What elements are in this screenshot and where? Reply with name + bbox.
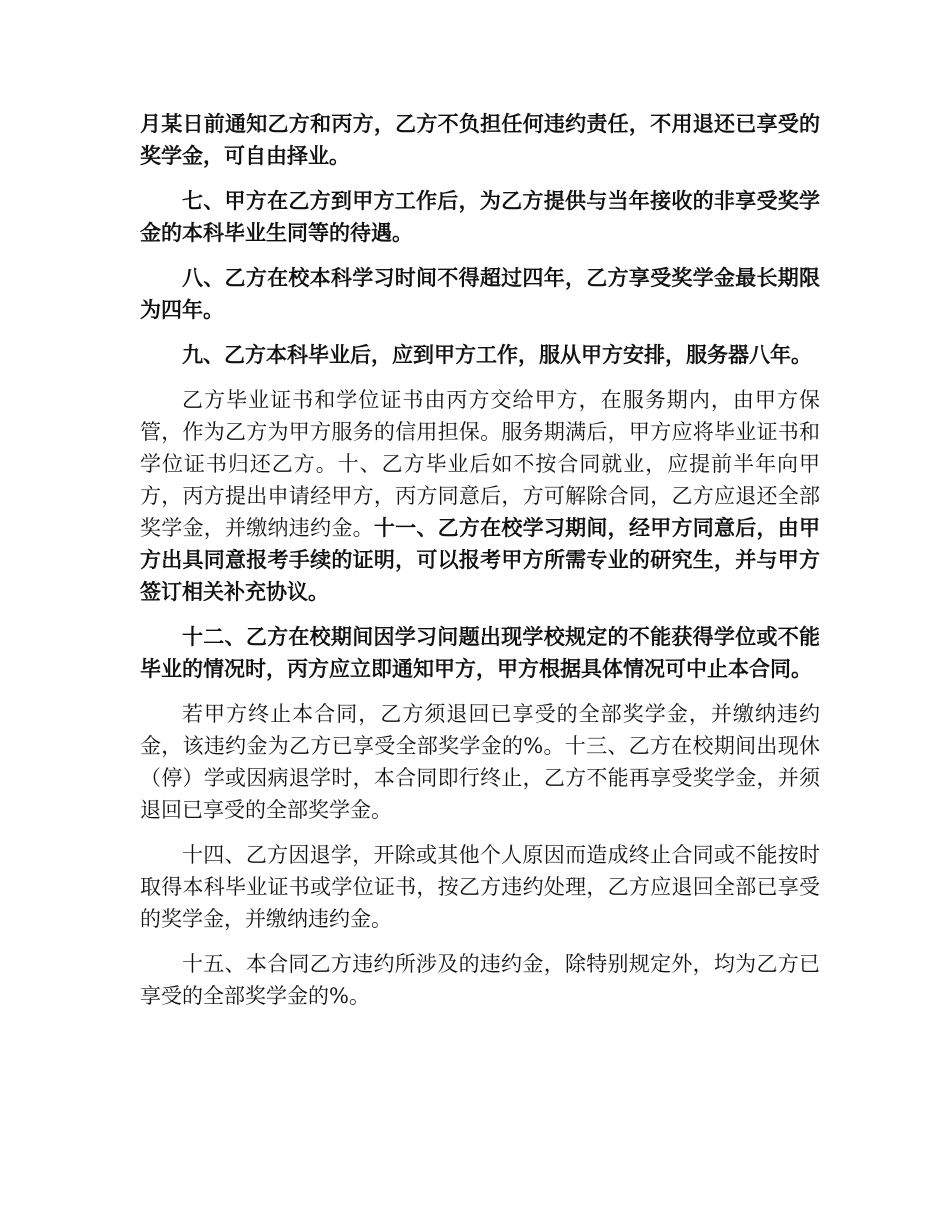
- clause-11: 十一、乙方在校学习期间，经甲方同意后，由甲方出具同意报考手续的证明，可以报考甲方所需专业的研究生，并与甲方签订相关补充协议。: [140, 516, 821, 604]
- document-page: [140, 108, 820, 1025]
- clause-7: 七、甲方在乙方到甲方工作后，为乙方提供与当年接收的非享受奖学金的本科毕业生同等的待遇。: [140, 189, 820, 245]
- clause-15: 十五、本合同乙方违约所涉及的违约金，除特别规定外，均为乙方已享受的全部奖学金的%。: [140, 952, 820, 1008]
- clause-12: 十二、乙方在校期间因学习问题出现学校规定的不能获得学位或不能毕业的情况时，丙方应立即通知甲方，甲方根据具体情况可中止本合同。: [140, 625, 820, 681]
- clause-9: 九、乙方本科毕业后，应到甲方工作，服从甲方安排，服务器八年。: [182, 343, 812, 367]
- clause-9-detail-text: 乙方毕业证书和学位证书由丙方交给甲方，在服务期内，由甲方保管，作为乙方为甲方服务的信用担保。服务期满后，甲方应将毕业证书和学位证书归还乙方。十、乙方毕业后如不按合同就业，应提前半年向甲方，丙方提出申请经甲方，丙方同意后，方可解除合同，乙方应退还全部奖学金，并缴纳违约金。: [140, 388, 820, 540]
- clause-9-detail: [140, 384, 820, 608]
- clause-8: 八、乙方在校本科学习时间不得超过四年，乙方享受奖学金最长期限为四年。: [140, 266, 820, 322]
- clause-12-detail: 若甲方终止本合同，乙方须退回已享受的全部奖学金，并缴纳违约金，该违约金为乙方已享受全部奖学金的%。十三、乙方在校期间出现休（停）学或因病退学时，本合同即行终止，乙方不能再享受奖学金，并须退回已享受的全部奖学金。: [140, 702, 820, 822]
- clause-14: 十四、乙方因退学，开除或其他个人原因而造成终止合同或不能按时取得本科毕业证书或学位证书，按乙方违约处理，乙方应退回全部已享受的奖学金，并缴纳违约金。: [140, 843, 820, 931]
- paragraph-continuation: 月某日前通知乙方和丙方，乙方不负担任何违约责任，不用退还已享受的奖学金，可自由择业。: [140, 112, 820, 168]
